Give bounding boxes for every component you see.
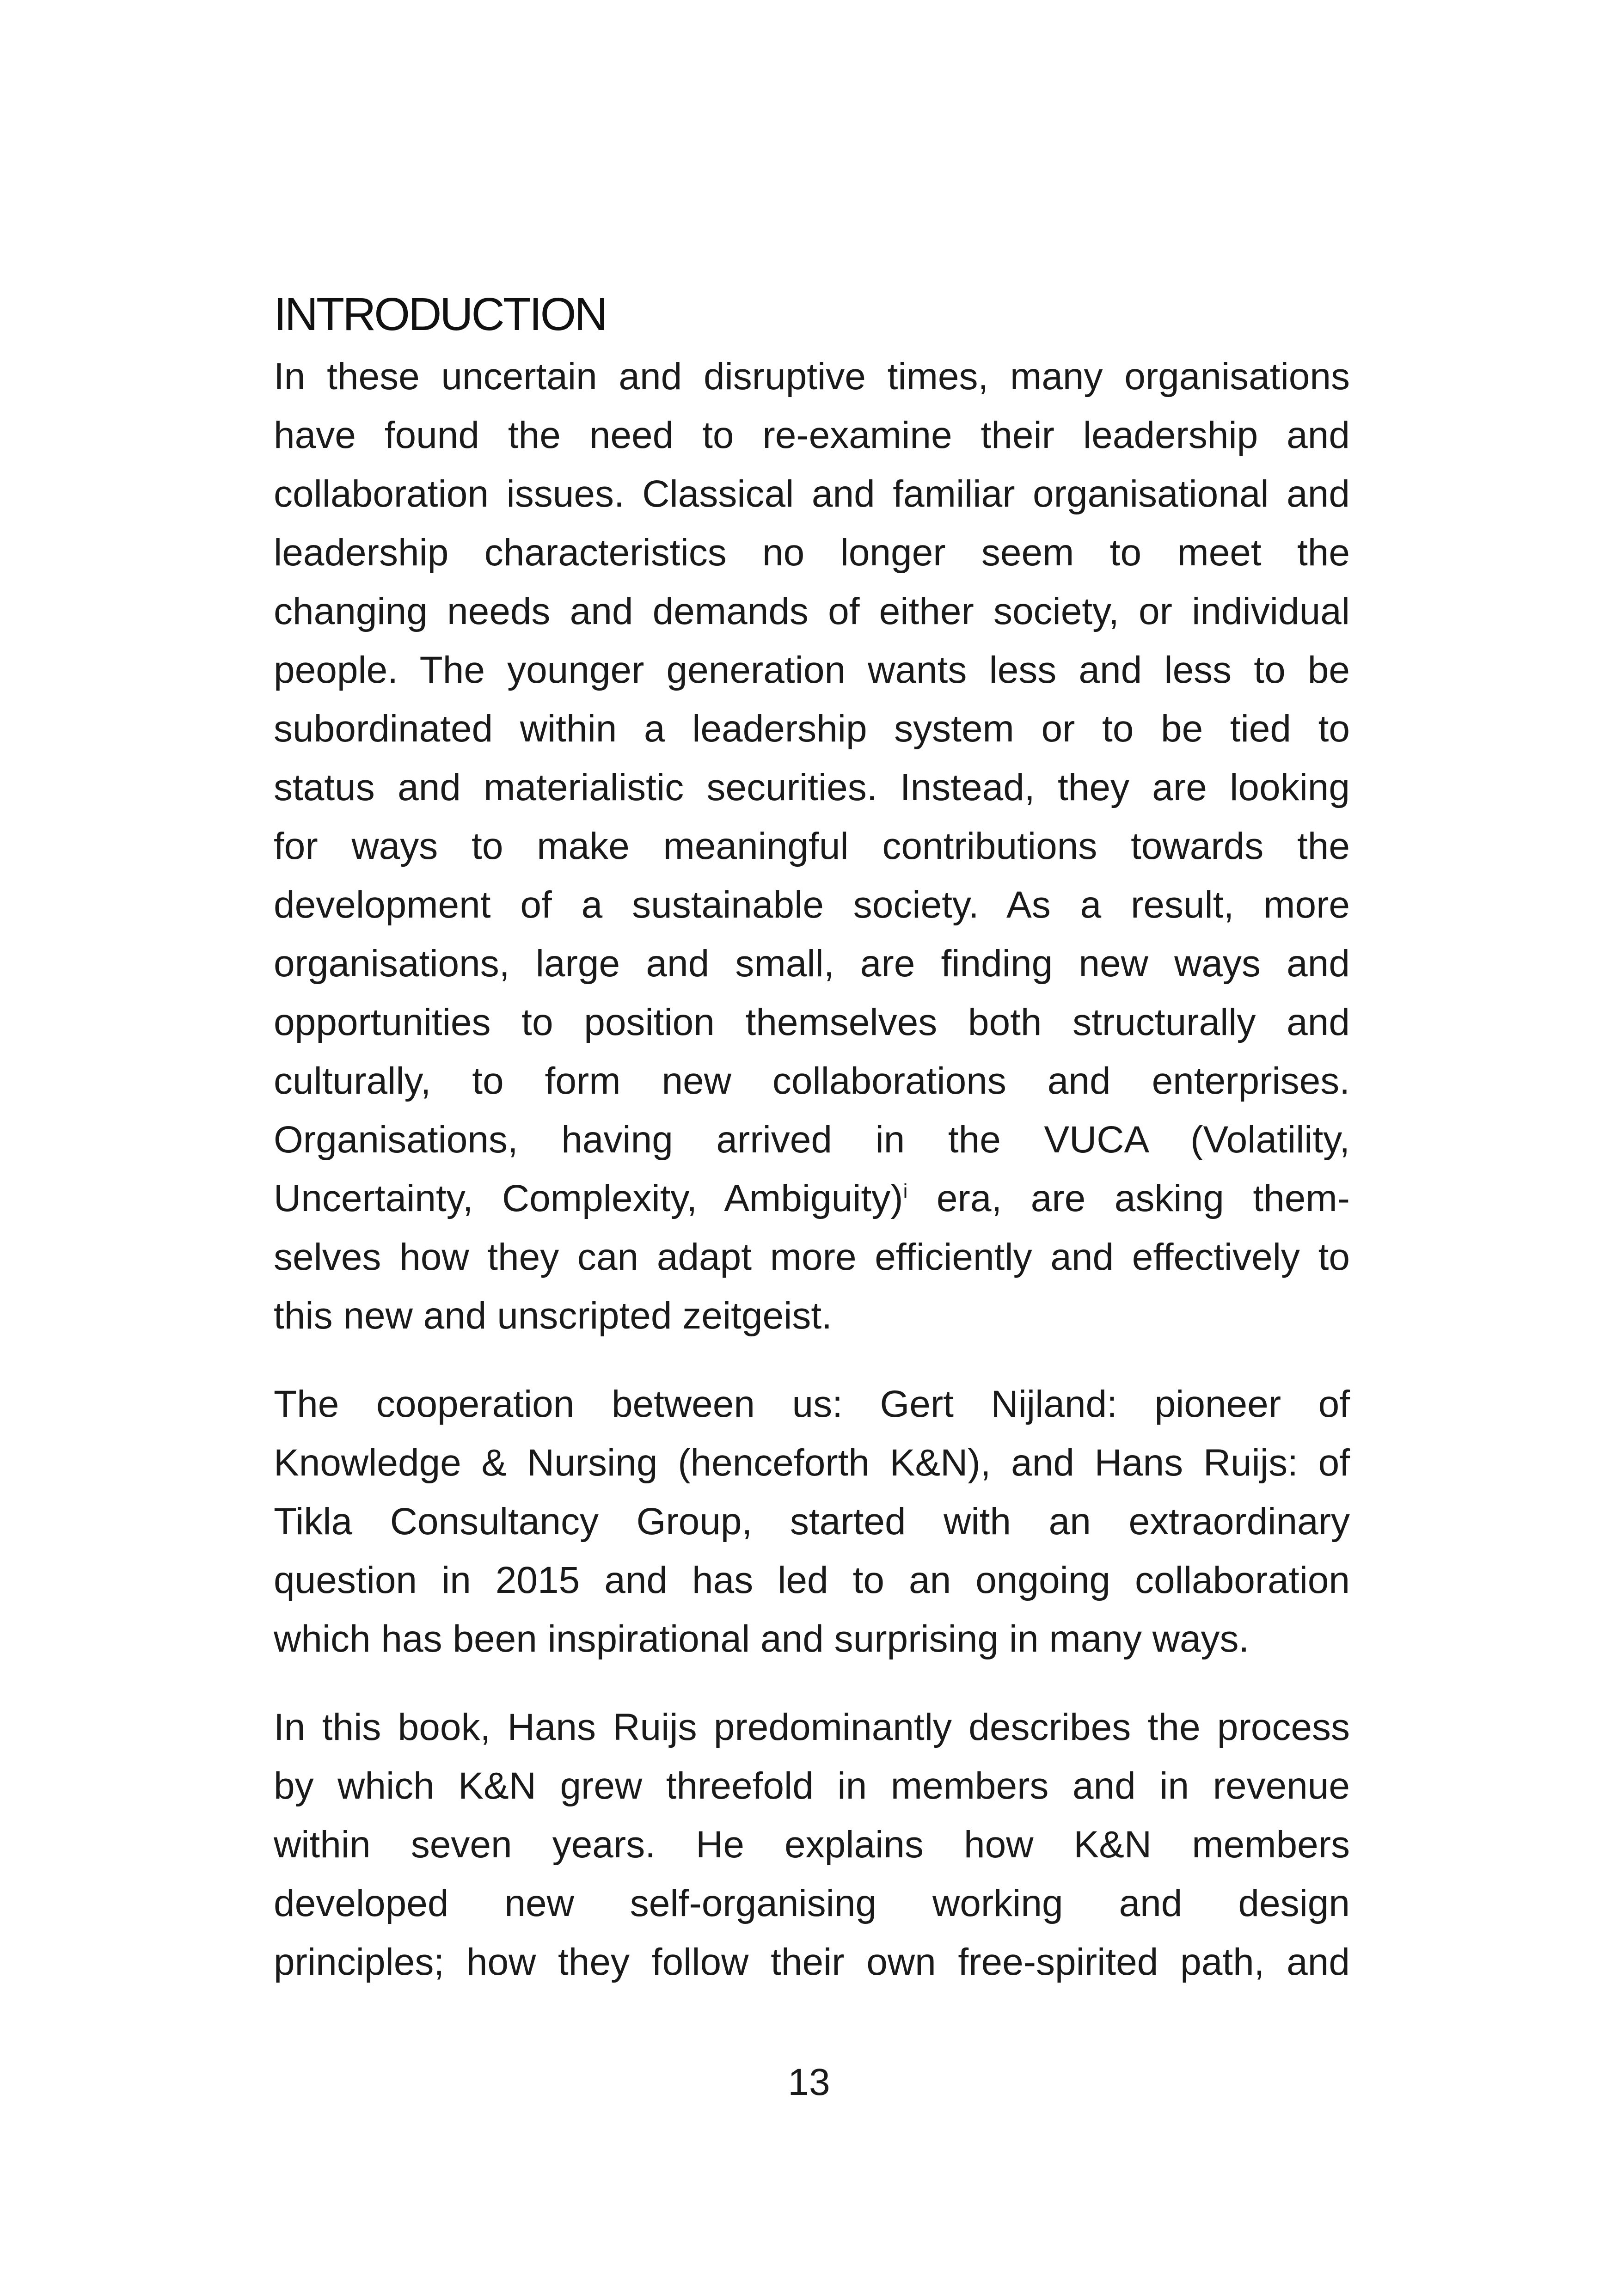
text-line: culturally, to form new collaborations and enterprises. (274, 1060, 1350, 1102)
text-line: principles; how they follow their own free-spirited path, and (274, 1941, 1350, 1983)
text-line: opportunities to position themselves both structurally and (274, 1001, 1350, 1043)
text-line: development of a sustainable society. As a result, more (274, 884, 1350, 926)
text-line: changing needs and demands of either society, or individual (274, 590, 1350, 632)
footnote-marker[interactable]: i (903, 1180, 908, 1203)
paragraph-3 (274, 1698, 1350, 1991)
text-line: The cooperation between us: Gert Nijland: pioneer of (274, 1383, 1350, 1425)
text-line: have found the need to re-examine their leadership and (274, 414, 1350, 456)
paragraph-1 (274, 347, 1350, 1345)
text-line: In this book, Hans Ruijs predominantly describes the process (274, 1706, 1350, 1748)
text-line: by which K&N grew threefold in members and in revenue (274, 1765, 1350, 1807)
text-line: which has been inspirational and surprising in many ways. (274, 1618, 1250, 1660)
text-line: developed new self-organising working and design (274, 1882, 1350, 1924)
text-line: this new and unscripted zeitgeist. (274, 1295, 832, 1337)
text-line: people. The younger generation wants less and less to be (274, 649, 1350, 691)
text-line: status and materialistic securities. Instead, they are looking (274, 766, 1350, 808)
text-line-with-footnote (274, 1169, 1350, 1228)
text-line: subordinated within a leadership system or to be tied to (274, 708, 1350, 750)
text-line: leadership characteristics no longer seem to meet the (274, 532, 1350, 574)
line-text: Uncertainty, Complexity, Ambiguity) (274, 1177, 903, 1219)
page-content (274, 280, 1350, 1991)
text-line: Organisations, having arrived in the VUCA (Volatility, (274, 1119, 1350, 1161)
page-number: 13 (788, 2061, 830, 2103)
text-line: collaboration issues. Classical and familiar organisational and (274, 473, 1350, 515)
text-line: question in 2015 and has led to an ongoing collaboration (274, 1559, 1350, 1601)
text-line: for ways to make meaningful contributions towards the (274, 825, 1350, 867)
chapter-heading: INTRODUCTION (274, 288, 606, 340)
text-line: selves how they can adapt more efficiently and effectively to (274, 1236, 1350, 1278)
text-line: within seven years. He explains how K&N members (274, 1824, 1350, 1866)
line-text: era, are asking them- (907, 1177, 1350, 1219)
text-line: organisations, large and small, are finding new ways and (274, 943, 1350, 985)
text-line: Knowledge & Nursing (henceforth K&N), and Hans Ruijs: of (274, 1442, 1350, 1484)
text-line: Tikla Consultancy Group, started with an extraordinary (274, 1500, 1350, 1543)
paragraph-2 (274, 1375, 1350, 1668)
text-line: In these uncertain and disruptive times, many organisations (274, 355, 1350, 398)
